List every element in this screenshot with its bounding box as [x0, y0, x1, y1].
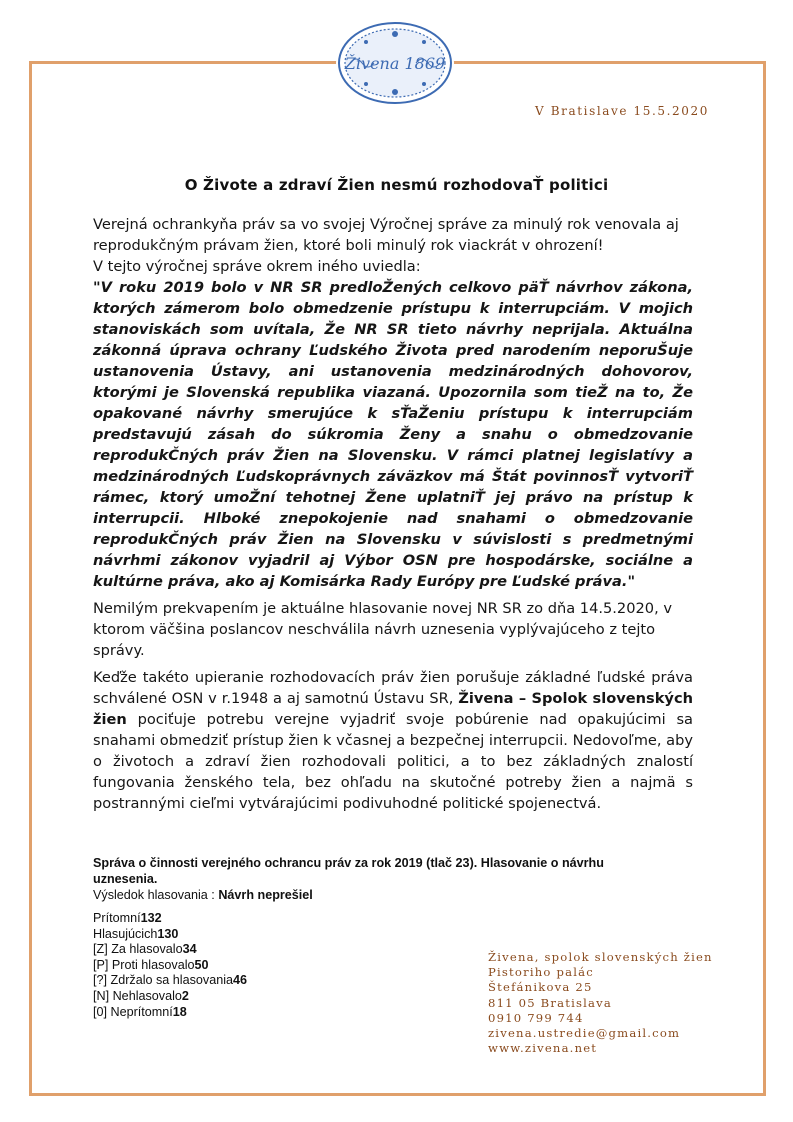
paragraph-statement-start: Keďže takéto upieranie rozhodovacích práv žien porušuje základné ľudské práva schválené OSN v r.1948 a aj samotnú Ústavu SR,	[93, 669, 693, 707]
quoted-statement: "V roku 2019 bolo v NR SR predloŽených celkovo päŤ návrhov zákona, ktorých zámerom bolo obmedzenie prístupu k interrupciám. V mojich stanoviskách som uvítala, Že NR SR tieto návrhy neprijala. Aktuálna zákonná úprava ochrany Ľudského Života pred narodením neporuŠuje ustanovenia Ústavy, ani ustanovenia medzinárodných dohovorov, ktorými je Slovenská republika viazaná. Upozornila som tieŽ na to, Že opakované návrhy smerujúce k sŤaŽeniu prístupu k interrupciám predstavujú zásah do súkromia Ženy a snahu o obmedzovanie reprodukČných práv Žien na Slovensku. V rámci platnej legislatívy a medzinárodných Ľudskoprávnych záväzkov má Štát povinnosŤ vytvoriŤ rámec, ktorý umoŽní tehotnej Žene uplatniŤ jej právo na prístup k interrupcii. Hlboké znepokojenie nad snahami o obmedzovanie reprodukČných práv Žien na Slovensku v súvislosti s predmetnými návrhmi zákonov vyjadril aj Výbor OSN pre hospodárske, sociálne a kultúrne práva, ako aj Komisárka Rady Európy pre Ľudské práva."	[93, 279, 693, 590]
vote-row-label: [Z] Za hlasovalo	[93, 942, 183, 957]
vote-row-label: [?] Zdržalo sa hlasovania	[93, 973, 234, 988]
vote-row-value: 130	[157, 926, 179, 941]
contact-building: Pistoriho palác	[488, 965, 594, 980]
vote-title: Správa o činnosti verejného ochrancu práv za rok 2019 (tlač 23). Hlasovanie o návrhu uznesenia.	[93, 856, 604, 886]
paragraph-vote-surprise: Nemilým prekvapením je aktuálne hlasovanie novej NR SR zo dňa 14.5.2020, v ktorom väčšina poslancov neschválila návrh uznesenia vyplývajúceho z tejto správy.	[93, 600, 672, 659]
vote-row-value: 132	[140, 911, 162, 925]
document-body	[93, 214, 693, 820]
vote-row-value: 50	[194, 957, 209, 972]
vote-row-label: Prítomní	[93, 911, 141, 925]
document-date: V Bratislave 15.5.2020	[535, 104, 709, 118]
document-title: O Živote a zdraví Žien nesmú rozhodovaŤ politici	[184, 176, 609, 194]
contact-web[interactable]: www.zivena.net	[488, 1041, 598, 1056]
vote-result-label: Výsledok hlasovania :	[93, 888, 219, 902]
contact-street: Štefánikova 25	[488, 980, 593, 995]
vote-row-voting	[93, 927, 653, 943]
vote-row-label: [P] Proti hlasovalo	[93, 957, 195, 972]
vote-row-label: [N] Nehlasovalo	[93, 988, 182, 1003]
intro-paragraph-2: V tejto výročnej správe okrem iného uviedla:	[93, 258, 421, 275]
contact-phone: 0910 799 744	[488, 1010, 584, 1025]
vote-row-present	[93, 911, 653, 927]
vote-row-label: [0] Neprítomní	[93, 1004, 173, 1019]
contact-org: Živena, spolok slovenských žien	[488, 950, 713, 964]
vote-result	[93, 887, 653, 903]
vote-row-label: Hlasujúcich	[93, 926, 158, 941]
paragraph-statement	[93, 667, 693, 814]
vote-row-value: 2	[181, 988, 189, 1003]
vote-result-value: Návrh neprešiel	[218, 888, 313, 902]
organization-name: Živena – Spolok slovenských žien	[93, 690, 693, 728]
paragraph-statement-end: pociťuje potrebu verejne vyjadriť svoje pobúrenie nad opakujúcimi sa snahami obmedziť prístup žien k včasnej a bezpečnej interrupcii. Nedovoľme, aby o životoch a zdraví žien rozhodovali politici, a to bez základných znalostí fungovania ženského tela, bez ohľadu na skutočné potreby žien a najmä s postrannými cieľmi vytvárajúcimi podivuhodné politické spojenectvá.	[93, 711, 694, 812]
vote-row-value: 18	[172, 1004, 187, 1019]
zivena-logo	[336, 20, 454, 106]
logo-text: Živena 1869	[344, 54, 446, 73]
intro-paragraph-1: Verejná ochrankyňa práv sa vo svojej Výročnej správe za minulý rok venovala aj reprodukčným právam žien, ktoré boli minulý rok viackrát v ohrození!	[93, 216, 679, 254]
contact-city: 811 05 Bratislava	[488, 995, 613, 1010]
contact-block	[488, 950, 713, 1056]
contact-email[interactable]: zivena.ustredie@gmail.com	[488, 1026, 681, 1041]
vote-row-value: 46	[233, 973, 248, 988]
vote-row-value: 34	[182, 942, 197, 957]
